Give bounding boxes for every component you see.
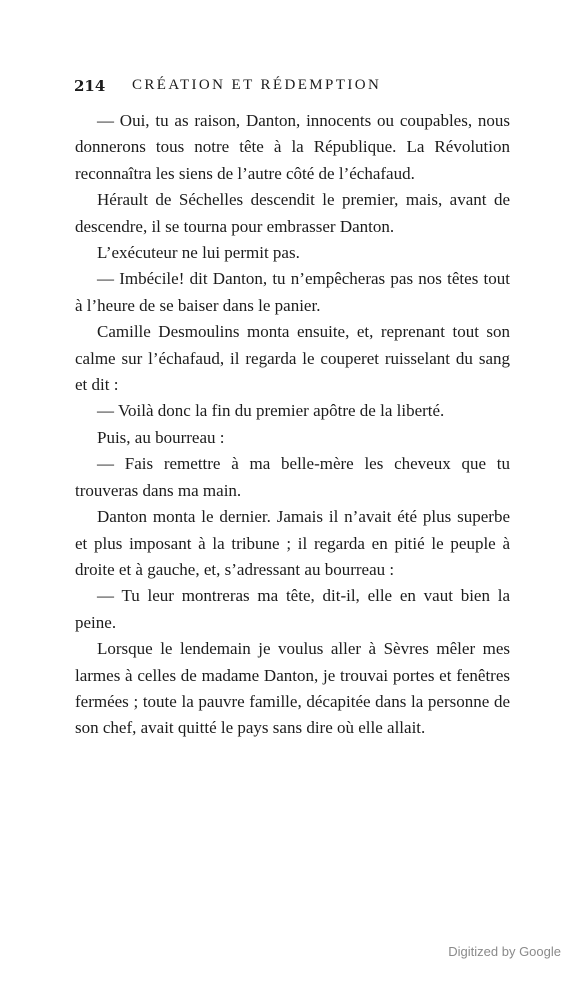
page-header [74, 77, 514, 99]
paragraph: Danton monta le dernier. Jamais il n’avait été plus superbe et plus imposant à la tribune ; il regarda en pitié le peuple à droite et à gauche, et, s’adressant au bourreau : [75, 507, 510, 579]
paragraph: — Voilà donc la fin du premier apôtre de la liberté. [97, 401, 445, 421]
paragraph: — Oui, tu as raison, Danton, innocents ou coupables, nous donnerons tous notre tête à la République. La Révolution reconnaîtra les siens de l’autre côté de l’échafaud. [75, 111, 510, 183]
paragraph: — Fais remettre à ma belle-mère les cheveux que tu trouveras dans ma main. [75, 454, 510, 500]
paragraph: — Imbécile! dit Danton, tu n’empêcheras pas nos têtes tout à l’heure de se baiser dans le panier. [75, 269, 510, 315]
paragraph: Camille Desmoulins monta ensuite, et, reprenant tout son calme sur l’échafaud, il regarda le couperet ruisselant du sang et dit : [75, 322, 510, 395]
body-text [75, 108, 510, 742]
page-number: 214 [74, 77, 106, 95]
paragraph: Lorsque le lendemain je voulus aller à Sèvres mêler mes larmes à celles de madame Danton, je trouvai portes et fenêtres fermées ; toute la pauvre famille, décapitée dans la personne de son chef, avait quitté le pays sans dire où elle allait. [75, 639, 510, 738]
paragraph: — Tu leur montreras ma tête, dit-il, elle en vaut bien la peine. [75, 586, 510, 632]
paragraph: Hérault de Séchelles descendit le premier, mais, avant de descendre, il se tourna pour embrasser Danton. [75, 190, 510, 236]
running-title: CRÉATION ET RÉDEMPTION [132, 77, 382, 93]
paragraph: L’exécuteur ne lui permit pas. [97, 243, 300, 263]
paragraph: Puis, au bourreau : [97, 427, 225, 447]
digitized-watermark: Digitized by Google [448, 944, 561, 959]
